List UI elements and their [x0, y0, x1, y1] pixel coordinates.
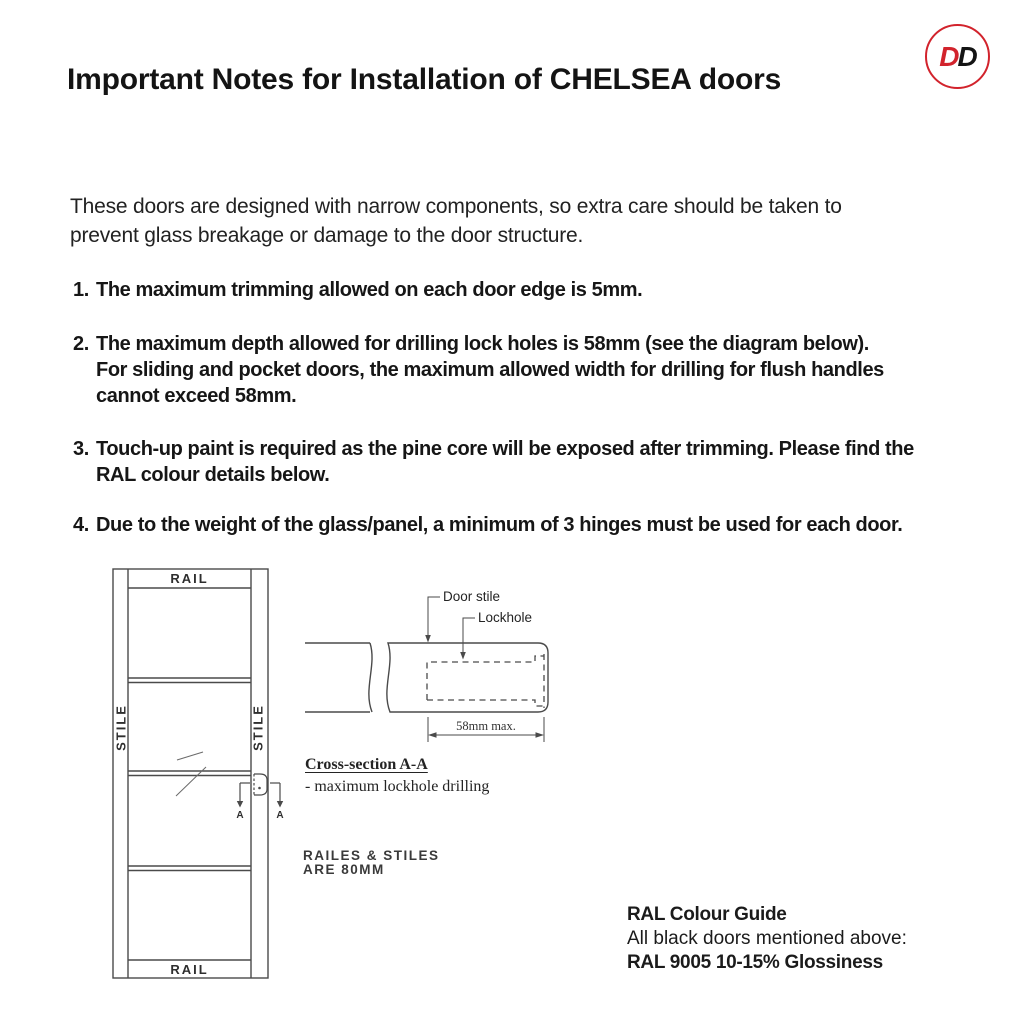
ral-guide-line-2: RAL 9005 10-15% Glossiness	[627, 952, 883, 973]
installation-diagram	[100, 555, 660, 1020]
note-3-number: 3.	[73, 438, 89, 460]
rail-top-label: RAIL	[170, 571, 209, 586]
note-2-number: 2.	[73, 333, 89, 355]
note-3-text-line-1: Touch-up paint is required as the pine core will be exposed after trimming. Please find the	[96, 438, 914, 460]
rails-stiles-note-line-1: RAILES & STILES	[303, 848, 440, 863]
lockhole-dashed-outline	[427, 654, 544, 708]
note-item-4	[73, 512, 902, 538]
section-marker-a-right: A	[276, 810, 284, 821]
note-1-text: The maximum trimming allowed on each door edge is 5mm.	[96, 279, 643, 301]
section-marker-a-left: A	[236, 810, 244, 821]
note-item-3	[73, 436, 914, 488]
lockhole-callout: Lockhole	[478, 610, 533, 625]
note-2-text-line-2: For sliding and pocket doors, the maximum allowed width for drilling for flush handles	[96, 359, 884, 381]
intro-line-2: prevent glass breakage or damage to the door structure.	[70, 224, 584, 247]
ral-guide-heading: RAL Colour Guide	[627, 904, 787, 925]
ral-colour-guide	[627, 903, 907, 975]
note-4-text: Due to the weight of the glass/panel, a minimum of 3 hinges must be used for each door.	[96, 514, 903, 536]
cross-section-subtitle: - maximum lockhole drilling	[305, 778, 490, 795]
note-item-1	[73, 277, 642, 303]
rail-bottom-label: RAIL	[170, 962, 209, 977]
intro-line-1: These doors are designed with narrow components, so extra care should be taken to	[70, 195, 842, 218]
door-elevation-outline	[113, 569, 268, 978]
intro-paragraph	[70, 192, 842, 250]
note-3-text-line-2: RAL colour details below.	[96, 464, 330, 486]
ral-guide-line-1: All black doors mentioned above:	[627, 928, 907, 949]
logo-letter-black: D	[957, 40, 976, 72]
stile-right-label: STILE	[250, 704, 266, 751]
rails-stiles-note-line-2: ARE 80MM	[303, 862, 385, 877]
cross-section-title: Cross-section A-A	[305, 756, 428, 773]
page-title: Important Notes for Installation of CHELSEA doors	[67, 63, 782, 96]
dimension-58mm-label: 58mm max.	[456, 719, 516, 733]
stile-left-label: STILE	[113, 704, 129, 751]
note-2-text-line-3: cannot exceed 58mm.	[96, 385, 297, 407]
brand-logo-dd	[925, 24, 990, 89]
note-2-text-line-1: The maximum depth allowed for drilling lock holes is 58mm (see the diagram below).	[96, 333, 869, 355]
door-lockhole-marker	[254, 774, 267, 795]
note-1-number: 1.	[73, 279, 89, 301]
logo-letter-red: D	[939, 40, 958, 72]
note-4-number: 4.	[73, 514, 89, 536]
note-item-2	[73, 331, 884, 409]
door-stile-callout: Door stile	[443, 589, 501, 604]
glass-marks	[176, 752, 206, 796]
